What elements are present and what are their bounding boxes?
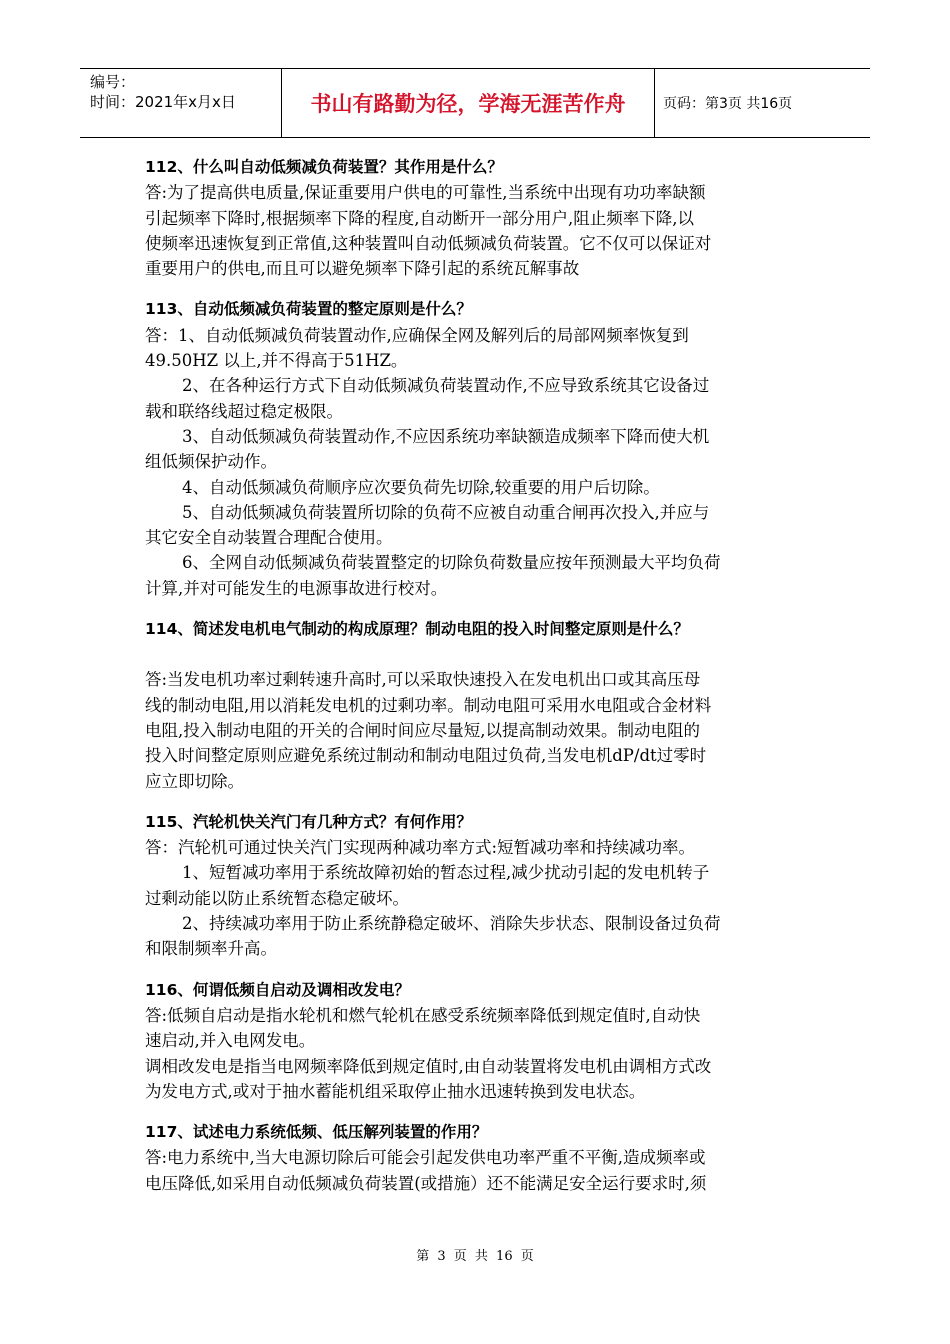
answer-line: 答:电力系统中,当大电源切除后可能会引起发供电功率严重不平衡,造成频率或 bbox=[145, 1148, 706, 1168]
answer-line: 计算,并对可能发生的电源事故进行校对。 bbox=[145, 578, 448, 598]
header-motto: 书山有路勤为径，学海无涯苦作舟 bbox=[282, 69, 655, 137]
answer-line: 4、自动低频减负荷顺序应次要负荷先切除,较重要的用户后切除。 bbox=[182, 477, 660, 497]
question-heading: 115、汽轮机快关汽门有几种方式？有何作用？ bbox=[145, 812, 472, 831]
answer-line: 和限制频率升高。 bbox=[145, 939, 277, 959]
answer-line: 49.50HZ 以上,并不得高于51HZ。 bbox=[145, 351, 408, 371]
answer-line: 答:为了提高供电质量,保证重要用户供电的可靠性,当系统中出现有功功率缺额 bbox=[145, 183, 706, 203]
answer-line: 答：1、自动低频减负荷装置动作,应确保全网及解列后的局部网频率恢复到 bbox=[145, 325, 689, 345]
header-page-info: 页码：第3页 共16页 bbox=[663, 96, 793, 112]
header-meta bbox=[80, 69, 282, 137]
answer-line: 过剩动能以防止系统暂态稳定破坏。 bbox=[145, 888, 409, 908]
answer-line: 答：汽轮机可通过快关汽门实现两种减功率方式:短暂减功率和持续减功率。 bbox=[145, 838, 696, 858]
question-heading: 113、自动低频减负荷装置的整定原则是什么？ bbox=[145, 300, 472, 319]
answer-line: 使频率迅速恢复到正常值,这种装置叫自动低频减负荷装置。它不仅可以保证对 bbox=[145, 233, 712, 253]
question-heading: 112、什么叫自动低频减负荷装置？其作用是什么？ bbox=[145, 158, 503, 176]
answer-line: 载和联络线超过稳定极限。 bbox=[145, 401, 343, 421]
answer-line: 电阻,投入制动电阻的开关的合闸时间应尽量短,以提高制动效果。制动电阻的 bbox=[145, 720, 700, 740]
answer-line: 投入时间整定原则应避免系统过制动和制动电阻过负荷,当发电机dP/dt过零时 bbox=[145, 746, 707, 766]
answer-line: 答:低频自启动是指水轮机和燃气轮机在感受系统频率降低到规定值时,自动快 bbox=[145, 1005, 701, 1025]
answer-line: 线的制动电阻,用以消耗发电机的过剩功率。制动电阻可采用水电阻或合金材料 bbox=[145, 695, 712, 715]
answer-line: 2、持续减功率用于防止系统静稳定破坏、消除失步状态、限制设备过负荷 bbox=[182, 914, 721, 934]
answer-line: 其它安全自动装置合理配合使用。 bbox=[145, 528, 393, 548]
answer-line: 应立即切除。 bbox=[145, 771, 244, 791]
answer-line: 2、在各种运行方式下自动低频减负荷装置动作,不应导致系统其它设备过 bbox=[182, 376, 710, 396]
time-label: 时间：2021年x月x日 bbox=[90, 93, 236, 111]
document-body bbox=[145, 155, 815, 1196]
answer-line: 答:当发电机功率过剩转速升高时,可以采取快速投入在发电机出口或其高压母 bbox=[145, 670, 701, 690]
answer-line: 电压降低,如采用自动低频减负荷装置(或措施）还不能满足安全运行要求时,须 bbox=[145, 1173, 707, 1193]
question-heading: 117、试述电力系统低频、低压解列装置的作用？ bbox=[145, 1123, 488, 1142]
number-label: 编号： bbox=[90, 73, 136, 91]
answer-line: 速启动,并入电网发电。 bbox=[145, 1031, 316, 1051]
answer-line: 为发电方式,或对于抽水蓄能机组采取停止抽水迅速转换到发电状态。 bbox=[145, 1081, 646, 1101]
answer-line: 1、短暂减功率用于系统故障初始的暂态过程,减少扰动引起的发电机转子 bbox=[182, 863, 710, 883]
answer-line: 组低频保护动作。 bbox=[145, 452, 277, 472]
answer-line: 重要用户的供电,而且可以避免频率下降引起的系统瓦解事故 bbox=[145, 259, 580, 279]
blank-line bbox=[145, 642, 815, 667]
answer-line: 5、自动低频减负荷装置所切除的负荷不应被自动重合闸再次投入,并应与 bbox=[182, 502, 710, 522]
answer-line: 调相改发电是指当电网频率降低到规定值时,由自动装置将发电机由调相方式改 bbox=[145, 1056, 712, 1076]
question-heading: 116、何谓低频自启动及调相改发电？ bbox=[145, 980, 410, 999]
page-footer: 第 3 页 共 16 页 bbox=[416, 1249, 534, 1264]
question-heading: 114、简述发电机电气制动的构成原理？制动电阻的投入时间整定原则是什么？ bbox=[145, 620, 689, 639]
answer-line: 引起频率下降时,根据频率下降的程度,自动断开一部分用户,阻止频率下降,以 bbox=[145, 208, 694, 228]
page-header bbox=[80, 68, 870, 138]
answer-line: 6、全网自动低频减负荷装置整定的切除负荷数量应按年预测最大平均负荷 bbox=[182, 553, 721, 573]
answer-line: 3、自动低频减负荷装置动作,不应因系统功率缺额造成频率下降而使大机 bbox=[182, 426, 710, 446]
